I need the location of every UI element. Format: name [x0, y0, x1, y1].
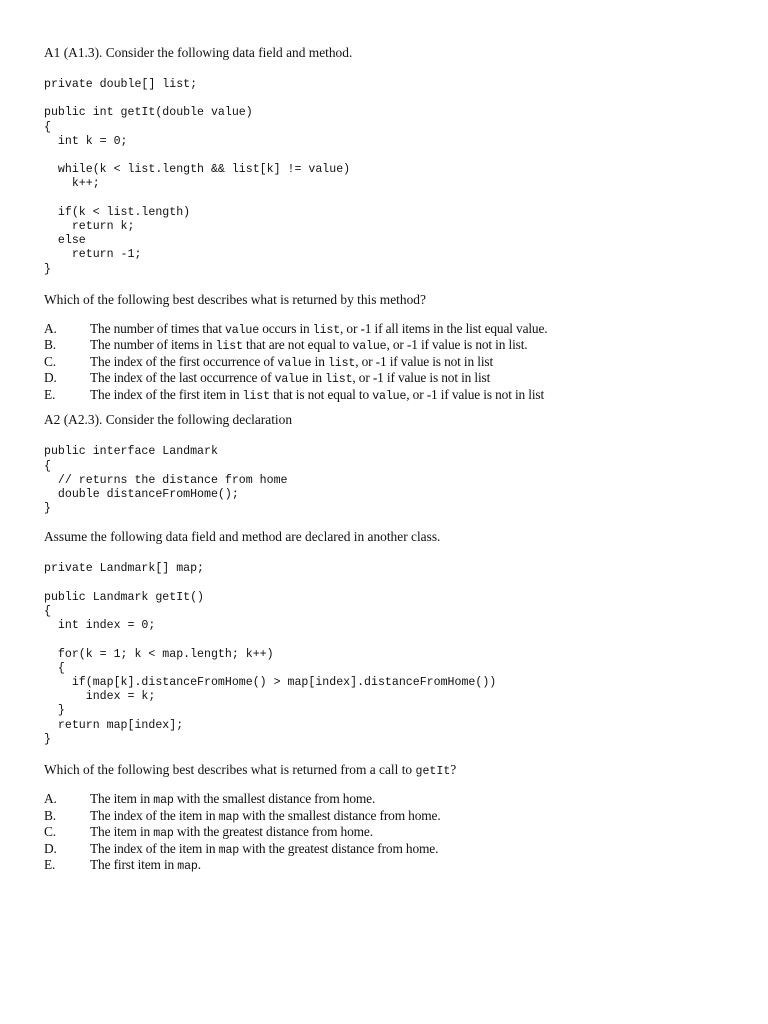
option-text: The item in map with the greatest distance from home.: [90, 824, 373, 840]
option-letter: B.: [44, 337, 56, 353]
q2-option-d: [44, 841, 744, 858]
q2-options: [44, 791, 744, 874]
option-text: The index of the item in map with the greatest distance from home.: [90, 840, 439, 857]
q1-question: Which of the following best describes what is returned by this method?: [44, 291, 426, 307]
option-letter: E.: [44, 857, 56, 872]
q2-method-code: private Landmark[] map; public Landmark getIt() { int index = 0; for(k = 1; k < map.length; k++) { if(map[k].distanceFromHome() > map[index].distanceFromHome()) index = k; } return map[index]; }: [44, 562, 497, 746]
option-letter: D.: [44, 370, 57, 386]
option-text: The first item in map.: [90, 857, 201, 873]
option-letter: C.: [44, 353, 56, 369]
option-text: The index of the item in map with the smallest distance from home.: [90, 807, 441, 824]
option-text: The index of the last occurrence of value in list, or -1 if value is not in list: [90, 370, 491, 387]
q1-code-block: private double[] list; public int getIt(double value) { int k = 0; while(k < list.length && list[k] != value) k++; if(k < list.length) return k; else return -1; }: [44, 78, 351, 276]
q2-heading: A2 (A2.3). Consider the following declaration: [44, 412, 293, 428]
option-letter: B.: [44, 807, 56, 823]
option-letter: D.: [44, 840, 57, 856]
q1-option-c: [44, 354, 744, 371]
option-letter: E.: [44, 386, 56, 402]
option-text: The number of items in list that are not equal to value, or -1 if value is not in list.: [90, 337, 528, 354]
option-letter: A.: [44, 791, 57, 806]
option-text: The index of the first item in list that is not equal to value, or -1 if value is not in list: [90, 386, 545, 403]
document-page: [44, 44, 744, 874]
option-text: The number of times that value occurs in list, or -1 if all items in the list equal value.: [90, 320, 548, 337]
q2-interface-code: public interface Landmark { // returns the distance from home double distanceFromHome(); }: [44, 445, 288, 516]
option-text: The item in map with the smallest distance from home.: [90, 791, 376, 807]
q2-option-c: [44, 824, 744, 841]
option-letter: C.: [44, 824, 56, 839]
q1-heading: A1 (A1.3). Consider the following data field and method.: [44, 45, 353, 60]
option-text: The index of the first occurrence of value in list, or -1 if value is not in list: [90, 353, 494, 370]
q2-option-e: [44, 857, 744, 874]
q2-assume-text: Assume the following data field and method are declared in another class.: [44, 529, 441, 545]
q1-options: [44, 321, 744, 404]
q1-option-d: [44, 370, 744, 387]
option-letter: A.: [44, 320, 57, 336]
q2-option-b: [44, 808, 744, 825]
q2-option-a: [44, 791, 744, 808]
q1-option-e: [44, 387, 744, 404]
q1-option-b: [44, 337, 744, 354]
q2-question: Which of the following best describes what is returned from a call to getIt?: [44, 762, 457, 778]
q1-option-a: [44, 321, 744, 338]
